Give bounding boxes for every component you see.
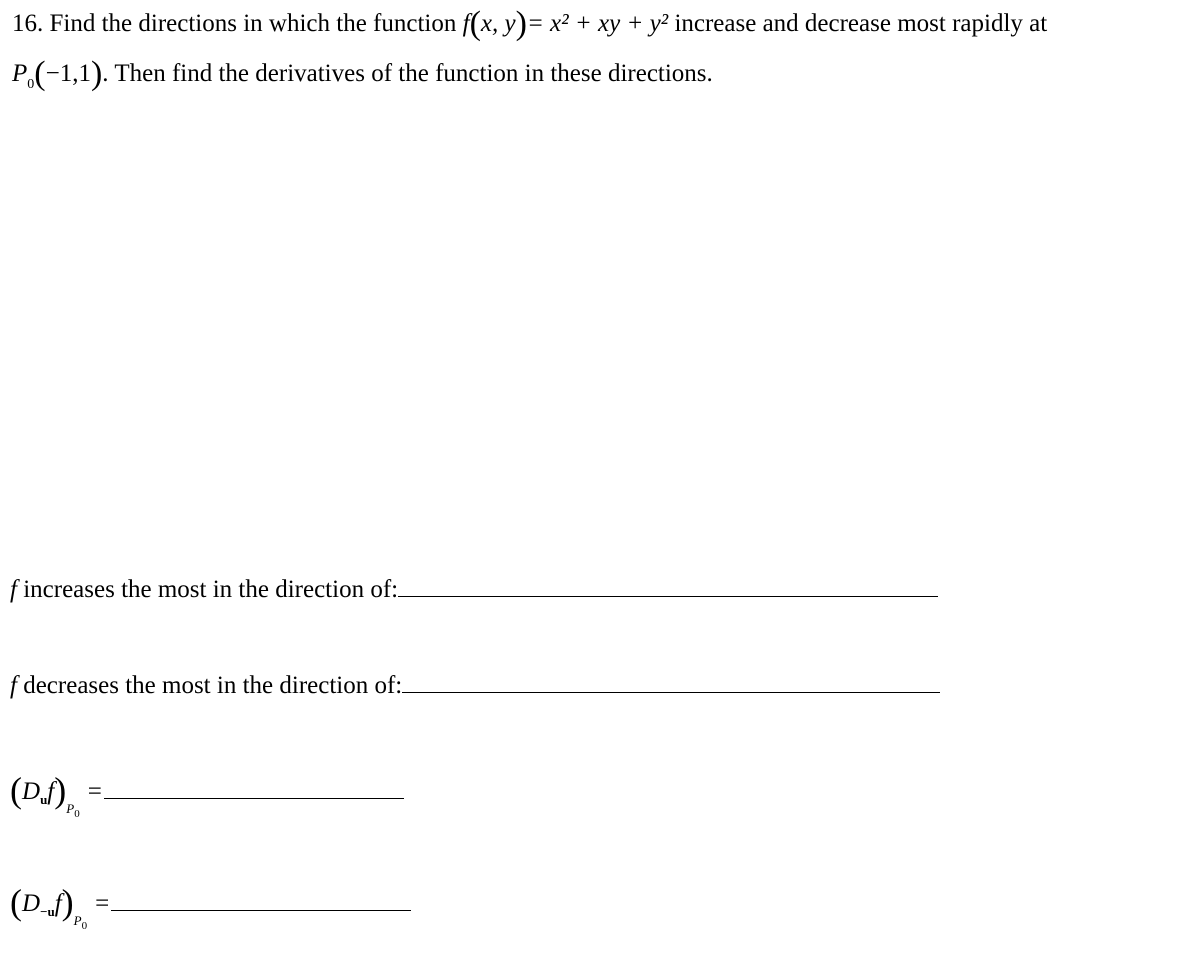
deriv-u-equals: =: [87, 778, 102, 805]
deriv-neg-u-f: f: [54, 890, 62, 917]
deriv-neg-u-row: $(D_{-u}f)_{P_0}=$: [10, 890, 411, 932]
point-sub: 0: [27, 77, 35, 92]
problem-line-1: 16. Find the directions in which the function f(x, y)= x² + xy + y² increase and decrease most rapidly at: [12, 5, 1048, 42]
increase-answer-row: [10, 576, 938, 604]
increase-answer-blank[interactable]: [398, 592, 938, 597]
deriv-neg-u-sub: −u: [40, 904, 55, 919]
deriv-neg-u-D: D: [22, 890, 41, 917]
problem-line-2: $P_0(-1,1)$. Then find the derivatives of the function in these directions.: [12, 55, 713, 92]
deriv-neg-u-point-sub: 0: [81, 920, 88, 932]
deriv-u-row: $(D_uf)_{P_0}=$: [10, 778, 404, 820]
deriv-u-point: P: [66, 801, 75, 816]
function-lhs: f: [462, 10, 470, 37]
point-name: P: [12, 60, 28, 87]
problem-text-line-2: . Then find the derivatives of the function in these directions.: [102, 60, 713, 87]
increase-label: increases the most in the direction of:: [23, 576, 399, 603]
decrease-answer-row: [10, 672, 940, 700]
decrease-label: decreases the most in the direction of:: [23, 672, 403, 699]
decrease-f: f: [10, 672, 17, 699]
decrease-answer-blank[interactable]: [402, 688, 940, 693]
deriv-neg-u-point: P: [73, 913, 82, 928]
deriv-u-D: D: [22, 778, 41, 805]
function-args: x, y: [480, 10, 516, 37]
deriv-u-point-sub: 0: [74, 808, 80, 820]
problem-text-before: Find the directions in which the function: [49, 10, 457, 37]
function-rhs: = x² + xy + y²: [526, 10, 669, 37]
deriv-neg-u-answer-blank[interactable]: [111, 906, 411, 911]
deriv-u-sub: u: [40, 792, 48, 807]
deriv-u-answer-blank[interactable]: [104, 794, 404, 799]
problem-number: 16.: [12, 10, 44, 37]
problem-text-after: increase and decrease most rapidly at: [674, 10, 1048, 37]
deriv-u-f: f: [47, 778, 55, 805]
deriv-neg-u-equals: =: [95, 890, 110, 917]
point-coords: −1,1: [45, 60, 91, 87]
increase-f: f: [10, 576, 17, 603]
